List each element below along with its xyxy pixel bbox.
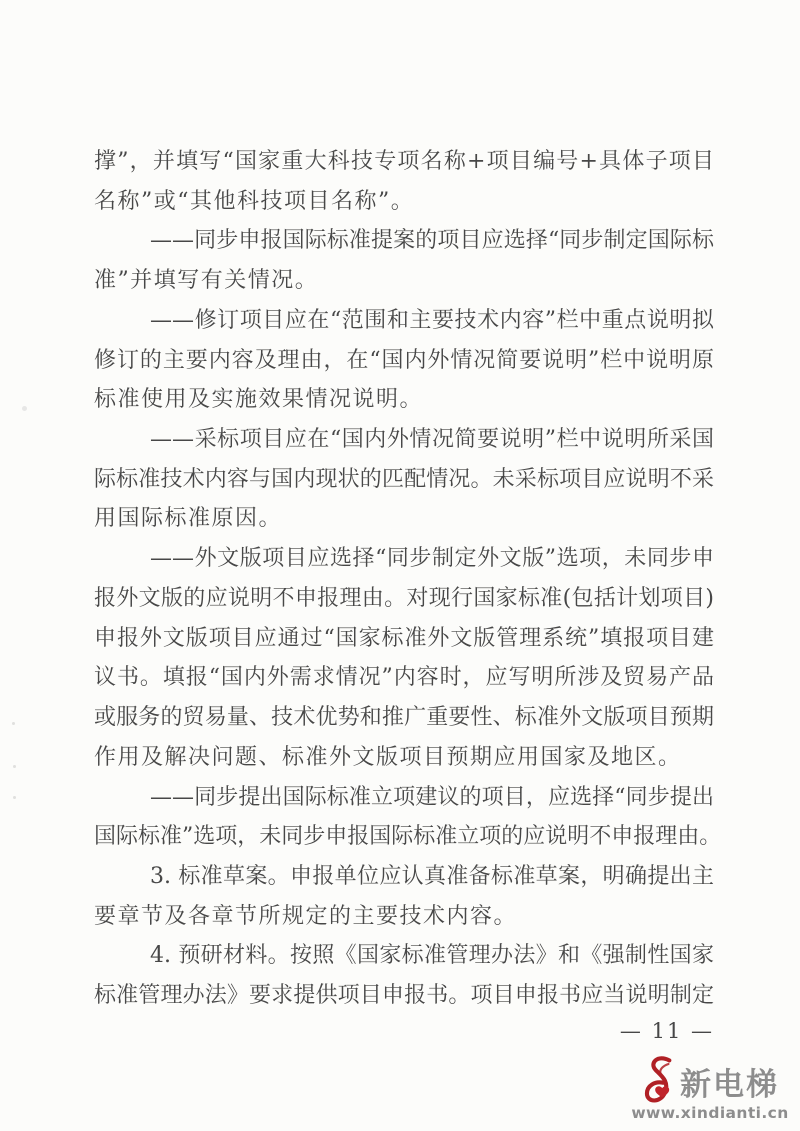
watermark-brand-text: 新电梯 bbox=[680, 1066, 779, 1103]
text-line: 要章节及各章节所规定的主要技术内容。 bbox=[94, 903, 518, 929]
text-line: ——同步提出国际标准立项建议的项目，应选择“同步提出 bbox=[150, 784, 714, 810]
text-line: 用国际标准原因。 bbox=[94, 506, 283, 532]
page-number: — 11 — bbox=[619, 1019, 714, 1043]
scan-speck bbox=[13, 765, 16, 768]
text-line: 修订的主要内容及理由，在“国内外情况简要说明”栏中说明原 bbox=[94, 347, 714, 373]
text-line: 标准使用及实施效果情况说明。 bbox=[94, 387, 424, 413]
text-line: 或服务的贸易量、技术优势和推广重要性、标准外文版项目预期 bbox=[94, 705, 714, 731]
text-line: 标准管理办法》要求提供项目申报书。项目申报书应当说明制定 bbox=[94, 983, 714, 1009]
text-line: 4. 预研材料。按照《国家标准管理办法》和《强制性国家 bbox=[150, 943, 714, 969]
text-line: ——采标项目应在“国内外情况简要说明”栏中说明所采国 bbox=[150, 427, 714, 453]
text-line: 撑”，并填写“国家重大科技专项名称+项目编号+具体子项目 bbox=[94, 149, 714, 174]
text-line: 作用及解决问题、标准外文版项目预期应用国家及地区。 bbox=[94, 744, 682, 770]
document-body bbox=[94, 142, 722, 1016]
scan-speck bbox=[12, 722, 15, 725]
xindianti-8-heart-logo-icon bbox=[641, 1055, 678, 1107]
text-line: 申报外文版项目应通过“国家标准外文版管理系统”填报项目建 bbox=[94, 625, 714, 651]
text-line: 3. 标准草案。申报单位应认真准备标准草案，明确提出主 bbox=[150, 863, 714, 889]
text-line: 报外文版的应说明不申报理由。对现行国家标准(包括计划项目) bbox=[94, 585, 714, 611]
text-line: 名称”或“其他科技项目名称”。 bbox=[94, 188, 415, 214]
text-line: 议书。填报“国内外需求情况”内容时，应写明所涉及贸易产品 bbox=[94, 665, 714, 691]
text-line: 准”并填写有关情况。 bbox=[94, 268, 319, 294]
text-line: ——外文版项目应选择“同步制定外文版”选项，未同步申 bbox=[150, 546, 714, 572]
xindianti-watermark bbox=[625, 1055, 795, 1122]
heart-icon bbox=[655, 1086, 669, 1097]
text-line: 国际标准”选项，未同步申报国际标准立项的应说明不申报理由。 bbox=[94, 824, 722, 850]
text-line: ——同步申报国际标准提案的项目应选择“同步制定国际标 bbox=[150, 228, 714, 254]
watermark-row bbox=[625, 1055, 795, 1107]
scan-speck bbox=[13, 796, 16, 799]
watermark-url-text: www.xindianti.cn bbox=[631, 1104, 789, 1122]
text-line: 际标准技术内容与国内现状的匹配情况。未采标项目应说明不采 bbox=[94, 466, 714, 492]
text-line: ——修订项目应在“范围和主要技术内容”栏中重点说明拟 bbox=[150, 307, 714, 333]
scan-speck bbox=[22, 406, 27, 411]
